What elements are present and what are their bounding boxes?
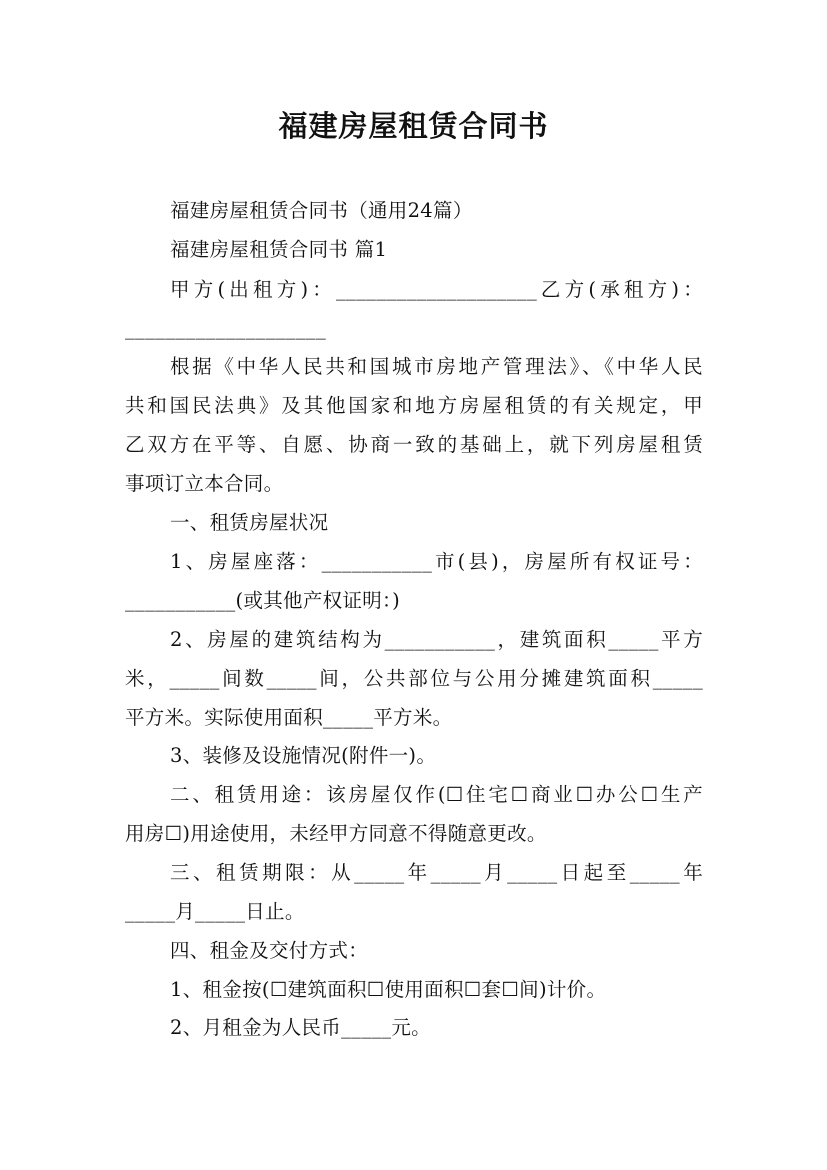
clause-line: ___________(或其他产权证明：) (125, 589, 401, 612)
clause-line: 2、房屋的建筑结构为___________，建筑面积_____平方 (170, 628, 703, 651)
paragraph-line: 乙双方在平等、自愿、协商一致的基础上，就下列房屋租赁 (125, 433, 703, 456)
clause-line: 平方米。实际使用面积_____平方米。 (125, 706, 453, 729)
clause-line: _____月_____日止。 (125, 900, 305, 923)
clause-line: 用房☐)用途使用，未经甲方同意不得随意更改。 (125, 822, 547, 845)
clause-line: 1、房屋座落：___________市(县)，房屋所有权证号： (170, 550, 703, 573)
subtitle-line: 福建房屋租赁合同书（通用24篇） (170, 199, 473, 222)
clause-heading-line: 一、租赁房屋状况 (170, 511, 329, 534)
clause-line: 1、租金按(☐建筑面积☐使用面积☐套☐间)计价。 (170, 978, 607, 1001)
paragraph-line: 事项订立本合同。 (125, 472, 284, 495)
clause-line: 三、租赁期限：从_____年_____月_____日起至_____年 (170, 861, 703, 884)
clause-line: 米，_____间数_____间，公共部位与公用分摊建筑面积_____ (125, 667, 703, 690)
clause-line: 3、装修及设施情况(附件一)。 (170, 744, 437, 767)
party-line: 甲方(出租方)：____________________乙方(承租方)： (170, 278, 703, 301)
document-title: 福建房屋租赁合同书 (278, 109, 549, 143)
clause-line: 二、租赁用途：该房屋仅作(☐住宅☐商业☐办公☐生产 (170, 783, 703, 806)
clause-heading-line: 四、租金及交付方式： (170, 939, 369, 962)
clause-line: 2、月租金为人民币_____元。 (170, 1016, 431, 1039)
party-blank-line: ____________________ (125, 317, 326, 340)
paragraph-line: 根据《中华人民共和国城市房地产管理法》、《中华人民 (170, 355, 703, 378)
section-heading-line: 福建房屋租赁合同书 篇1 (170, 238, 388, 261)
paragraph-line: 共和国民法典》及其他国家和地方房屋租赁的有关规定，甲 (125, 394, 703, 417)
